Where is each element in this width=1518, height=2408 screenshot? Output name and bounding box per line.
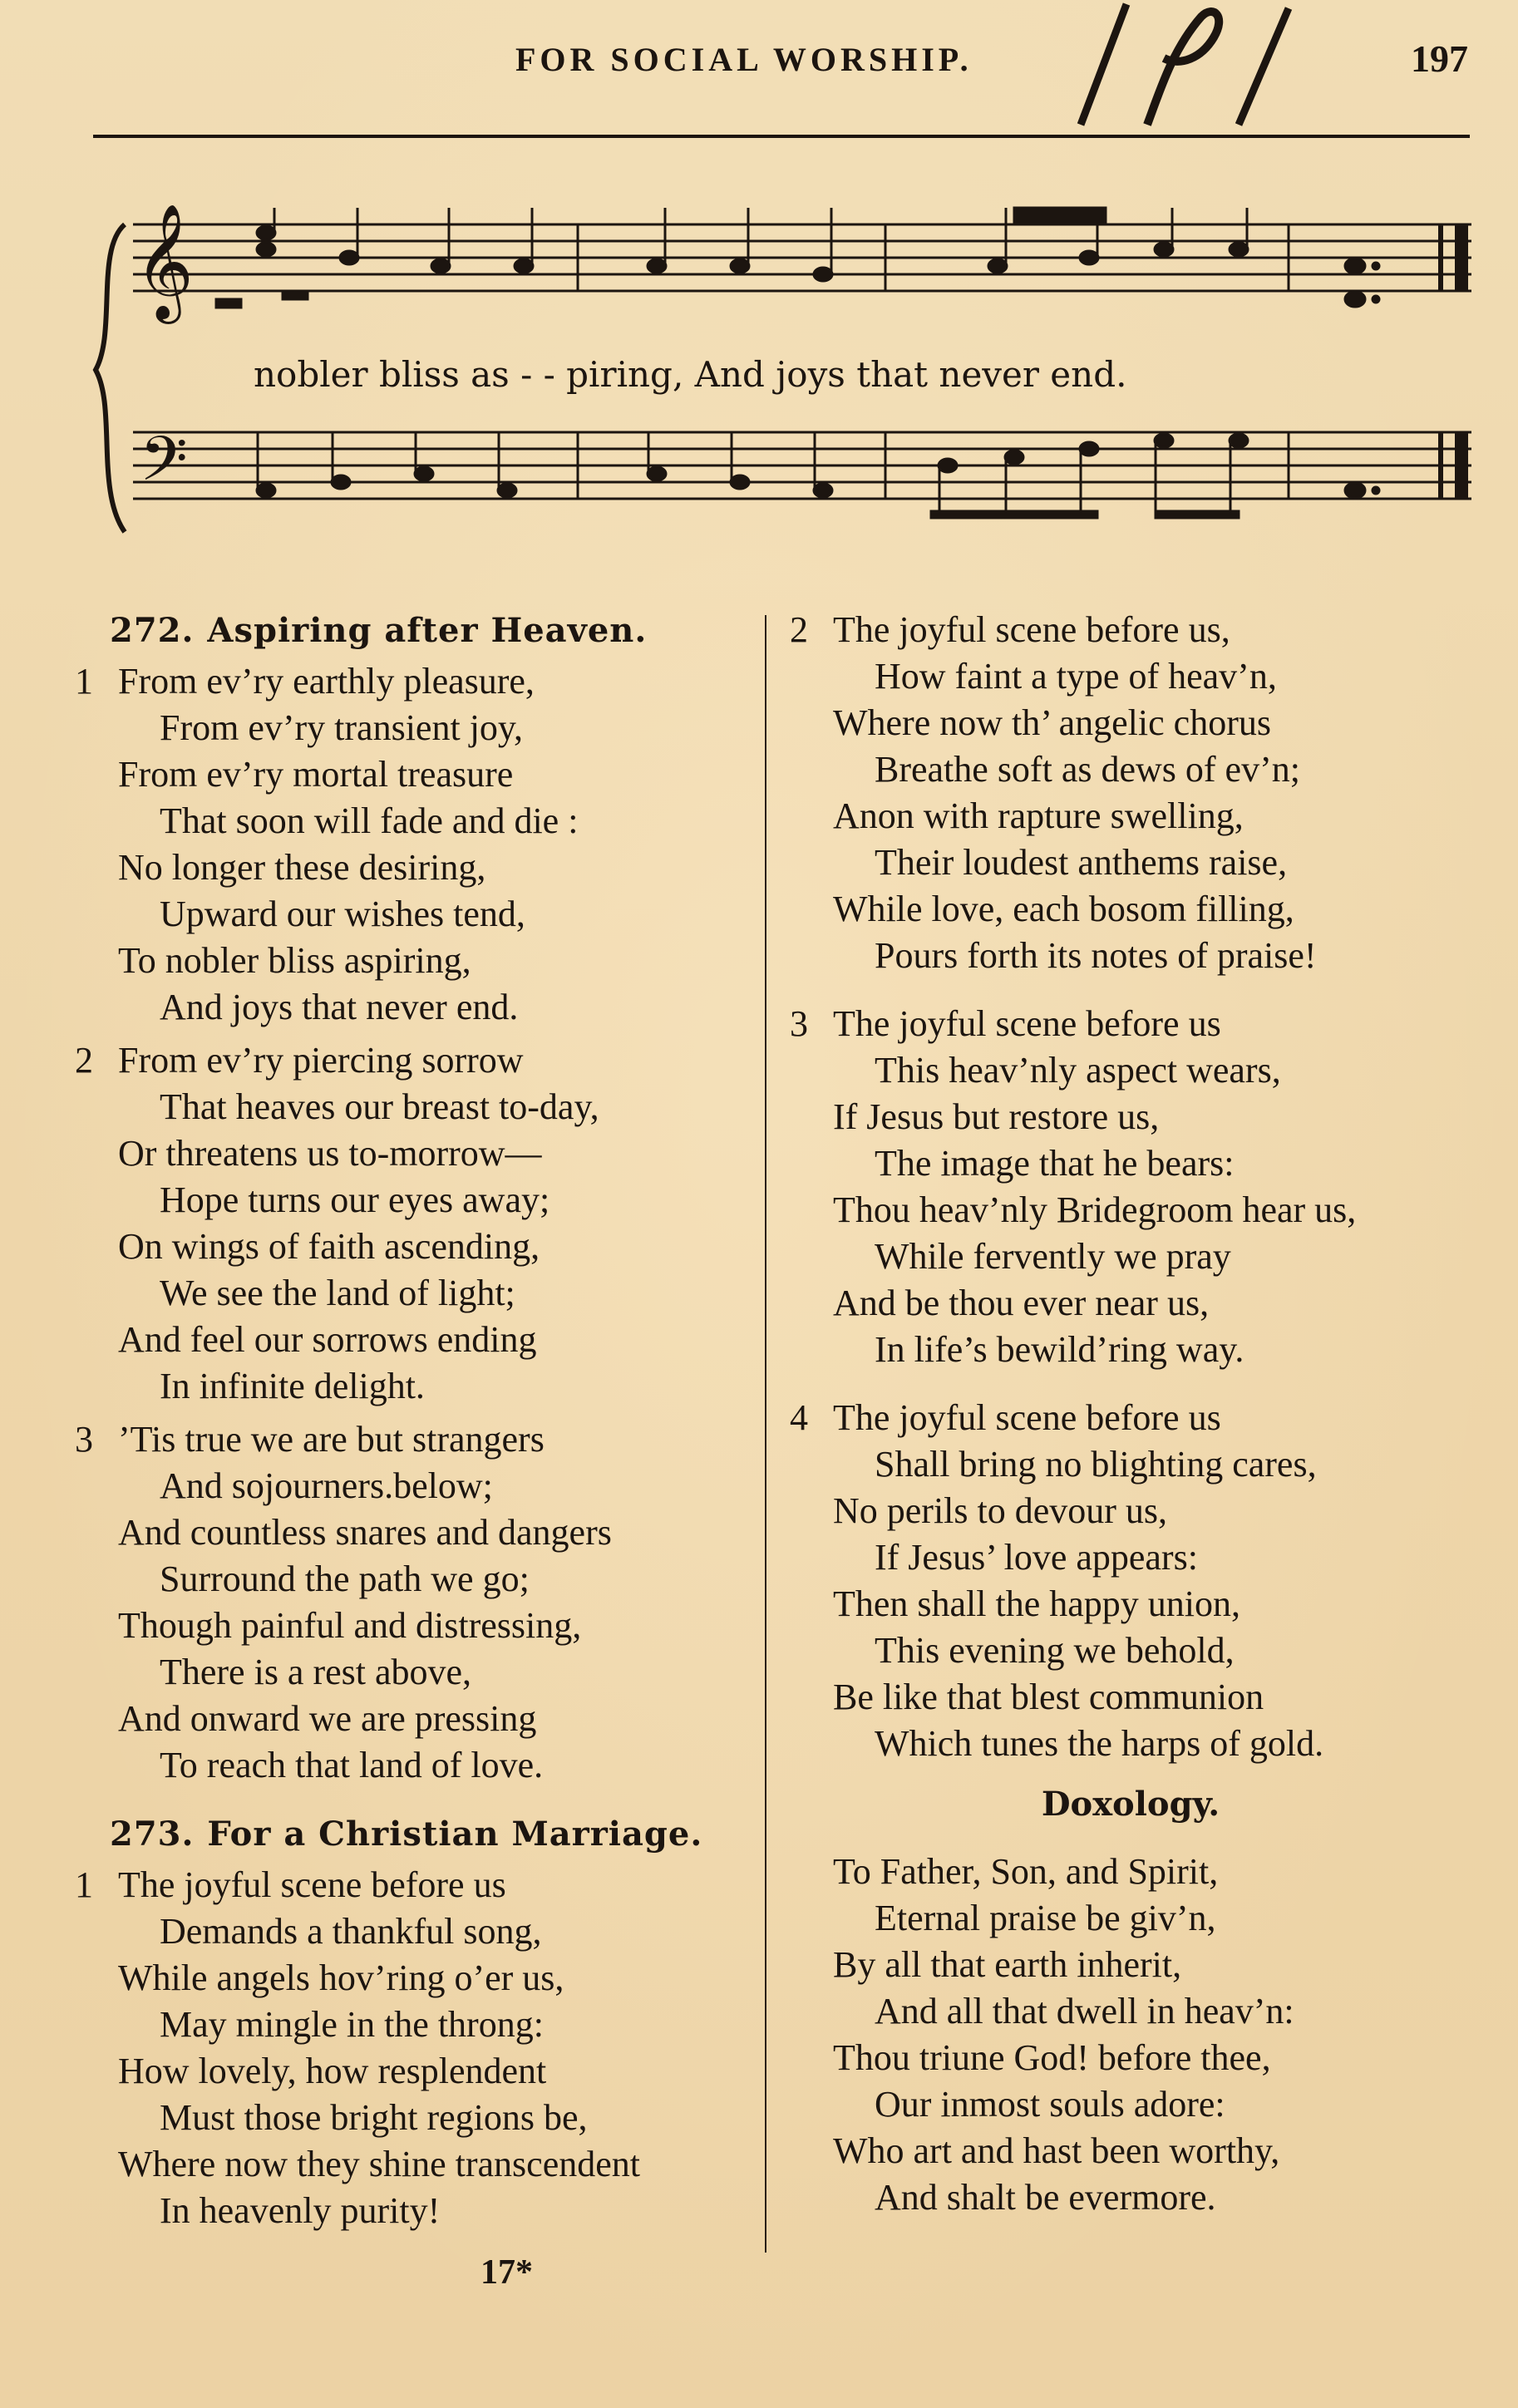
verse-number: 4	[790, 1397, 808, 1438]
verse-line: The joyful scene before us	[118, 1864, 506, 1905]
handwritten-mark	[1047, 0, 1347, 141]
verse-line: In life’s bewild’ring way.	[875, 1329, 1244, 1370]
hymn-273-stanza-2	[790, 607, 1471, 979]
verse-line: Upward our wishes tend,	[160, 894, 525, 934]
right-column	[790, 607, 1471, 2228]
verse-line: In infinite delight.	[160, 1366, 425, 1406]
verse-line: Which tunes the harps of gold.	[875, 1723, 1324, 1764]
verse-line: No longer these desiring,	[118, 847, 486, 888]
hymn-273-stanza-1	[75, 1862, 757, 2234]
verse-line: How faint a type of heav’n,	[875, 656, 1277, 697]
verse-line: Thou heav’nly Bridegroom hear us,	[833, 1189, 1357, 1230]
verse-line: From ev’ry earthly pleasure,	[118, 661, 535, 702]
running-header: FOR SOCIAL WORSHIP.	[515, 41, 973, 78]
verse-line: ’Tis true we are but strangers	[118, 1419, 545, 1460]
verse-line: The joyful scene before us	[833, 1397, 1221, 1438]
header-rule	[93, 135, 1470, 138]
music-score	[91, 183, 1480, 565]
verse-line: Who art and hast been worthy,	[833, 2130, 1280, 2171]
hymn-273-stanza-3	[790, 1001, 1471, 1373]
verse-number: 1	[75, 661, 93, 702]
signature-mark: 17*	[481, 2253, 533, 2292]
verse-line: Demands a thankful song,	[160, 1911, 542, 1952]
doxology-stanza	[790, 1849, 1471, 2221]
verse-line: On wings of faith ascending,	[118, 1226, 540, 1267]
final-barline	[1438, 224, 1468, 499]
verse-line: Or threatens us to-morrow—	[118, 1133, 542, 1174]
verse-line: And shalt be evermore.	[875, 2177, 1216, 2218]
verse-line: From ev’ry piercing sorrow	[118, 1040, 524, 1081]
verse-line: To reach that land of love.	[160, 1745, 544, 1785]
verse-line: How lovely, how resplendent	[118, 2051, 547, 2091]
verse-line: Breathe soft as dews of ev’n;	[875, 749, 1300, 790]
hymn-273-title: For a Christian Marriage.	[207, 1815, 703, 1854]
verse-line: Surround the path we go;	[160, 1559, 530, 1599]
verse-line: Shall bring no blighting cares,	[875, 1444, 1317, 1485]
verse-line: Be like that blest communion	[833, 1677, 1264, 1717]
hymn-272-stanza-1	[75, 658, 757, 1031]
verse-line: While angels hov’ring o’er us,	[118, 1957, 564, 1998]
verse-line: Hope turns our eyes away;	[160, 1179, 550, 1220]
verse-line: No perils to devour us,	[833, 1490, 1168, 1531]
verse-line: Their loudest anthems raise,	[875, 842, 1288, 883]
page-number: 197	[1411, 37, 1468, 80]
verse-number: 2	[790, 609, 808, 650]
verse-line: And onward we are pressing	[118, 1698, 537, 1739]
hymn-273-stanza-4	[790, 1395, 1471, 1767]
verse-line: And countless snares and dangers	[118, 1512, 612, 1553]
verse-line: Eternal praise be giv’n,	[875, 1898, 1216, 1938]
verse-line: While fervently we pray	[875, 1236, 1231, 1277]
verse-line: From ev’ry transient joy,	[160, 707, 524, 748]
brace	[96, 224, 125, 532]
verse-line: And all that dwell in heav’n:	[875, 1991, 1294, 2031]
verse-line: While love, each bosom filling,	[833, 889, 1294, 929]
verse-line: The joyful scene before us,	[833, 609, 1230, 650]
verse-line: That heaves our breast to-day,	[160, 1086, 599, 1127]
verse-number: 3	[790, 1003, 808, 1044]
verse-line: And feel our sorrows ending	[118, 1319, 537, 1360]
verse-line: This heav’nly aspect wears,	[875, 1050, 1281, 1091]
verse-line: The image that he bears:	[875, 1143, 1235, 1184]
hymn-273-number: 273.	[110, 1815, 195, 1854]
verse-line: May mingle in the throng:	[160, 2004, 544, 2045]
verse-line: That soon will fade and die :	[160, 800, 579, 841]
hymn-272-heading	[110, 607, 757, 655]
hymn-272-title: Aspiring after Heaven.	[207, 611, 648, 650]
hymn-273-heading	[110, 1810, 757, 1859]
verse-line: Then shall the happy union,	[833, 1583, 1241, 1624]
bass-clef: 𝄢	[140, 423, 188, 510]
hymn-272-stanza-2	[75, 1037, 757, 1410]
verse-line: To nobler bliss aspiring,	[118, 940, 471, 981]
verse-line: Where now th’ angelic chorus	[833, 702, 1271, 743]
verse-line: And joys that never end.	[160, 987, 519, 1027]
verse-line: This evening we behold,	[875, 1630, 1235, 1671]
verse-number: 2	[75, 1040, 93, 1081]
verse-line: And be thou ever near us,	[833, 1283, 1210, 1323]
verse-line: From ev’ry mortal treasure	[118, 754, 514, 795]
verse-line: Though painful and distressing,	[118, 1605, 582, 1646]
column-divider	[765, 615, 766, 2253]
verse-line: By all that earth inherit,	[833, 1944, 1182, 1985]
verse-line: In heavenly purity!	[160, 2190, 441, 2231]
hymn-272-stanza-3	[75, 1416, 757, 1789]
verse-line: To Father, Son, and Spirit,	[833, 1851, 1219, 1892]
verse-line: Anon with rapture swelling,	[833, 795, 1244, 836]
verse-line: Where now they shine transcendent	[118, 2144, 640, 2184]
verse-line: We see the land of light;	[160, 1273, 515, 1313]
bass-notes	[257, 432, 1379, 518]
verse-line: Must those bright regions be,	[160, 2097, 588, 2138]
verse-line: Pours forth its notes of praise!	[875, 935, 1317, 976]
verse-number: 1	[75, 1864, 93, 1905]
hymn-272-number: 272.	[110, 611, 195, 650]
verse-line: The joyful scene before us	[833, 1003, 1221, 1044]
verse-line: There is a rest above,	[160, 1652, 472, 1692]
verse-line: And sojourners.below;	[160, 1465, 493, 1506]
verse-line: If Jesus but restore us,	[833, 1096, 1160, 1137]
treble-clef: 𝄞	[135, 204, 194, 319]
doxology-title: Doxology.	[1041, 1785, 1220, 1824]
lyric-line: nobler bliss as - - piring, And joys that never end.	[254, 354, 1127, 395]
verse-line: Thou triune God! before thee,	[833, 2037, 1271, 2078]
left-column	[75, 607, 757, 2241]
verse-number: 3	[75, 1419, 93, 1460]
verse-line: Our inmost souls adore:	[875, 2084, 1225, 2125]
verse-line: If Jesus’ love appears:	[875, 1537, 1198, 1578]
treble-staff	[133, 224, 1471, 291]
